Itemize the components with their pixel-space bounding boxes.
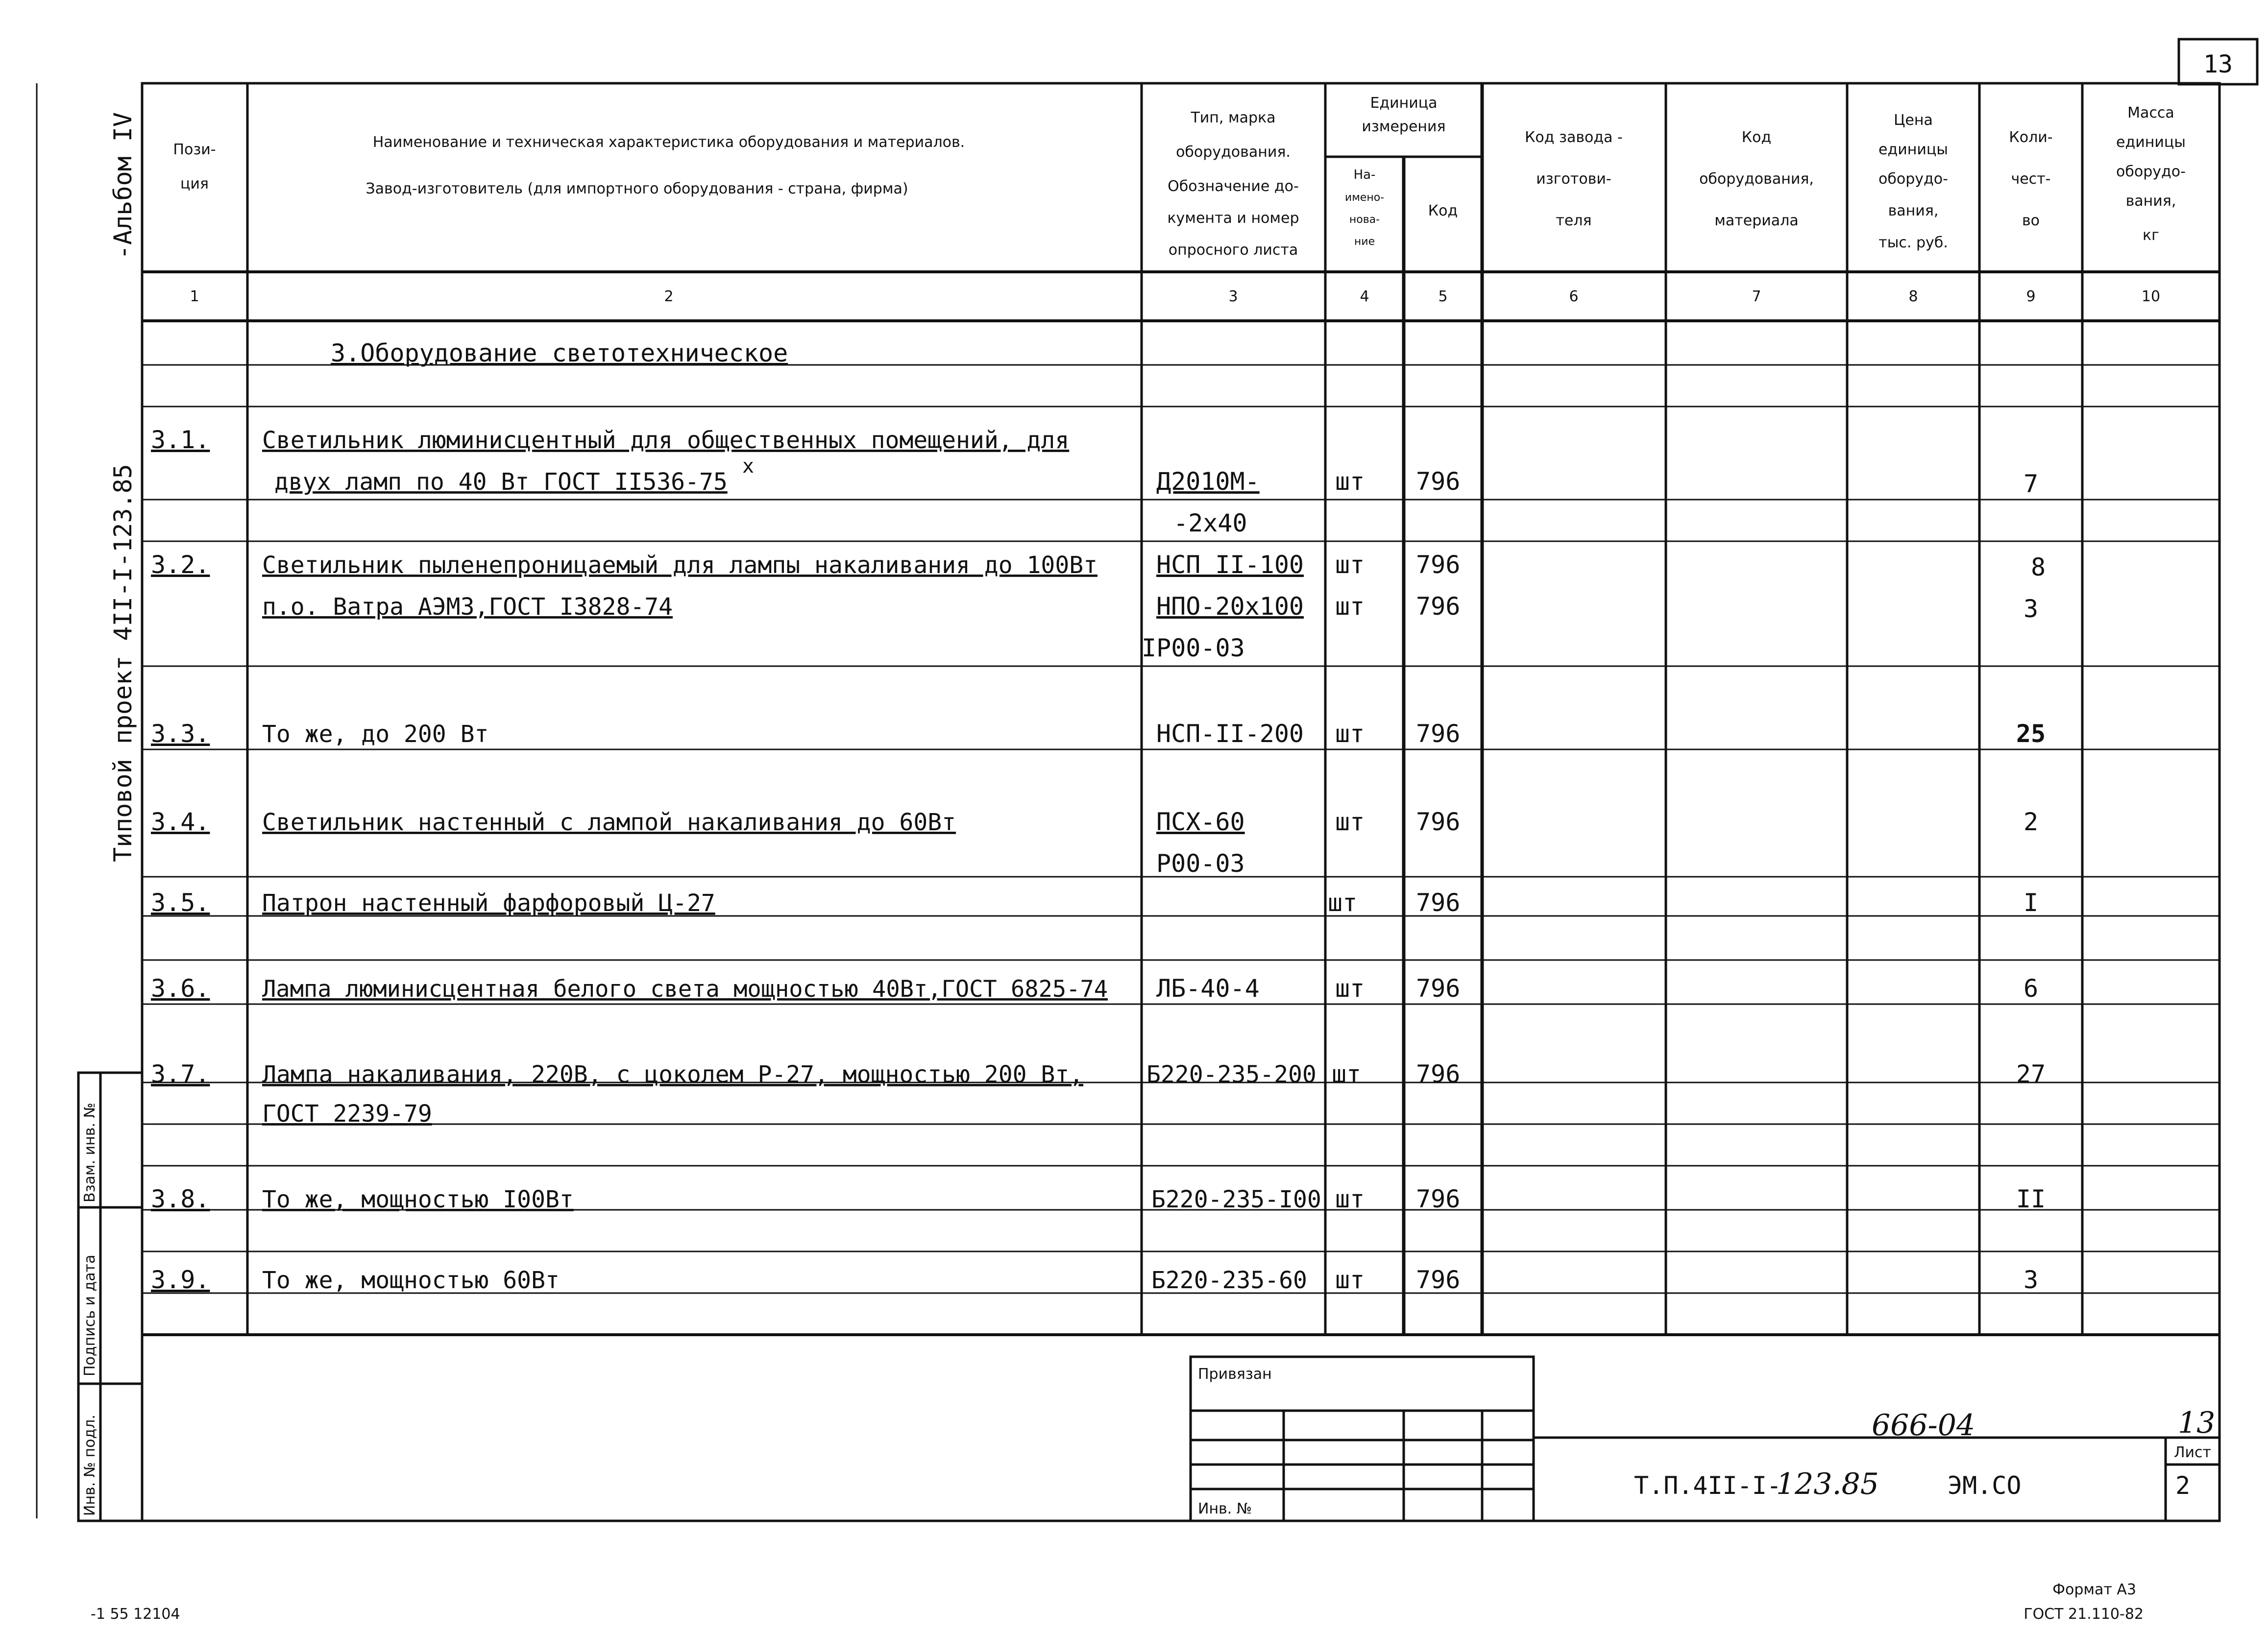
hdr-col9-l1: Коли-: [2009, 129, 2053, 146]
row-type: НСП II-100: [1156, 551, 1304, 579]
hdr-col8-l3: оборудо-: [1878, 170, 1948, 188]
row-pos: 3.4.: [151, 808, 210, 836]
doc-mark: ЭМ.СО: [1948, 1471, 2022, 1500]
colnum-3: 3: [1228, 288, 1238, 305]
row-pos: 3.9.: [151, 1266, 210, 1294]
row-qty: 8: [2030, 553, 2046, 581]
hdr-col1-l1: Пози-: [173, 141, 216, 158]
row-type: НПО-20x100: [1156, 592, 1304, 621]
row-unit: шт: [1335, 1185, 1365, 1213]
top-sheet-number: 13: [2203, 50, 2233, 78]
hdr-col8-l5: тыс. руб.: [1878, 234, 1948, 251]
hdr-col4-l1: На-: [1353, 168, 1376, 182]
row-code: 796: [1416, 467, 1461, 496]
row-unit: шт: [1335, 467, 1365, 496]
row-qty: II: [2016, 1185, 2046, 1213]
hdr-col10-l1: Масса: [2127, 104, 2174, 121]
hdr-col9-l3: во: [2022, 212, 2040, 229]
privyazan-label: Привязан: [1198, 1366, 1272, 1383]
section-title: 3.Оборудование светотехническое: [331, 339, 788, 367]
table-header: [173, 95, 2186, 305]
stamp-inv: Инв. № подл.: [81, 1415, 98, 1516]
row-type: Б220-235-200: [1146, 1061, 1317, 1088]
row-code: 796: [1416, 1060, 1461, 1088]
project-label: Типовой проект 4II-I-123.85: [109, 464, 137, 862]
sheet-value: 2: [2175, 1471, 2191, 1500]
hdr-col4-l4: ние: [1354, 236, 1375, 248]
hdr-col6-l2: изготови-: [1536, 170, 1611, 188]
inv-label: Инв. №: [1198, 1500, 1252, 1517]
row-qty: 25: [2016, 720, 2046, 748]
hdr-unit-l1: Единица: [1370, 95, 1438, 112]
row-pos: 3.1.: [151, 426, 210, 454]
row-pos: 3.6.: [151, 974, 210, 1003]
row-qty: 27: [2016, 1060, 2046, 1088]
hdr-col3-l5: опросного листа: [1168, 241, 1298, 259]
row-type: Б220-235-I00: [1151, 1186, 1321, 1213]
hdr-col10-l4: вания,: [2125, 192, 2176, 210]
hdr-col10-l3: оборудо-: [2116, 163, 2186, 180]
row-unit: шт: [1328, 889, 1358, 917]
hdr-col4-l3: нова-: [1349, 214, 1380, 226]
colnum-4: 4: [1360, 288, 1369, 305]
sheet-handwritten: 13: [2178, 1406, 2216, 1440]
row-name: двух ламп по 40 Вт ГОСТ II536-75: [274, 468, 728, 496]
hdr-col8-l4: вания,: [1888, 202, 1939, 219]
row-code: 796: [1416, 551, 1461, 579]
row-type: Р00-03: [1156, 849, 1245, 878]
row-pos: 3.5.: [151, 889, 210, 917]
row-name: Светильник настенный с лампой накаливания до 60Вт: [262, 809, 956, 836]
gost-label: ГОСТ 21.110-82: [2024, 1606, 2144, 1623]
row-name: Патрон настенный фарфоровый Ц-27: [262, 889, 715, 917]
row-qty: 2: [2023, 808, 2039, 836]
hdr-col6-l3: теля: [1556, 212, 1592, 229]
hdr-col7-l1: Код: [1741, 129, 1772, 146]
row-name: Лампа люминисцентная белого света мощностью 40Вт,ГОСТ 6825-74: [262, 976, 1108, 1003]
doc-code-handwritten: 123.85: [1776, 1467, 1879, 1501]
hdr-col7-l3: материала: [1714, 212, 1799, 229]
row-code: 796: [1416, 720, 1461, 748]
row-code: 796: [1416, 592, 1461, 621]
row-type: IP00-03: [1142, 634, 1245, 662]
format-label: Формат А3: [2052, 1581, 2136, 1598]
row-code: 796: [1416, 889, 1461, 917]
row-name: Светильник пыленепроницаемый для лампы накаливания до 100Вт: [262, 552, 1098, 579]
row-name: То же, мощностью 60Вт: [262, 1267, 560, 1294]
hdr-col9-l2: чест-: [2011, 170, 2051, 188]
row-unit: шт: [1335, 1266, 1365, 1294]
row-qty: 6: [2023, 974, 2039, 1003]
row-unit: шт: [1335, 592, 1365, 621]
hdr-col10-l5: кг: [2143, 227, 2159, 244]
row-qty: 3: [2023, 1266, 2039, 1294]
hdr-col2-l1: Наименование и техническая характеристика оборудования и материалов.: [372, 134, 965, 151]
row-name: п.о. Ватра АЭМЗ,ГОСТ I3828-74: [262, 593, 673, 621]
row-unit: шт: [1335, 808, 1365, 836]
colnum-2: 2: [664, 288, 674, 305]
hdr-col1-l2: ция: [180, 175, 209, 192]
row-pos: 3.2.: [151, 551, 210, 579]
stamp-podpis: Подпись и дата: [81, 1254, 98, 1376]
row-unit: шт: [1335, 551, 1365, 579]
row-type: ЛБ-40-4: [1156, 974, 1260, 1003]
row-code: 796: [1416, 1185, 1461, 1213]
row-type: Б220-235-60: [1151, 1267, 1307, 1294]
row-name: То же, мощностью I00Вт: [262, 1186, 574, 1213]
row-unit: шт: [1332, 1060, 1362, 1088]
colnum-10: 10: [2141, 288, 2161, 305]
row-type: ПСХ-60: [1156, 808, 1245, 836]
sheet-label: Лист: [2173, 1444, 2212, 1461]
colnum-7: 7: [1752, 288, 1761, 305]
row-name: То же, до 200 Вт: [262, 721, 489, 748]
row-pos: 3.3.: [151, 720, 210, 748]
row-type: Д2010М-: [1156, 467, 1260, 496]
hdr-col3-l3: Обозначение до-: [1168, 178, 1299, 195]
hdr-unit-l2: измерения: [1362, 118, 1446, 135]
row-code: 796: [1416, 808, 1461, 836]
row-pos: 3.7.: [151, 1060, 210, 1088]
row-name: Светильник люминисцентный для общественных помещений, для: [262, 427, 1070, 454]
stamp-vzam: Взам. инв. №: [81, 1103, 98, 1202]
hdr-col5: Код: [1428, 202, 1458, 219]
row-qty: 3: [2023, 595, 2039, 623]
row-name: ГОСТ 2239-79: [262, 1100, 432, 1128]
hdr-col3-l2: оборудования.: [1176, 144, 1291, 161]
colnum-5: 5: [1438, 288, 1448, 305]
row-type: НСП-II-200: [1156, 720, 1304, 748]
hdr-col2-l2: Завод-изготовитель (для импортного оборудования - страна, фирма): [366, 180, 908, 197]
colnum-9: 9: [2026, 288, 2036, 305]
hdr-col3-l1: Тип, марка: [1191, 109, 1276, 126]
row-qty: I: [2023, 889, 2039, 917]
hdr-col8-l2: единицы: [1878, 141, 1948, 158]
sheet-frame: [142, 83, 2219, 1521]
archive-number: -1 55 12104: [91, 1606, 180, 1623]
row-code: 796: [1416, 1266, 1461, 1294]
colnum-8: 8: [1908, 288, 1918, 305]
hdr-col10-l2: единицы: [2116, 134, 2186, 151]
colnum-6: 6: [1569, 288, 1579, 305]
row-code: 796: [1416, 974, 1461, 1003]
row-name-superscript: x: [742, 455, 755, 478]
row-unit: шт: [1335, 720, 1365, 748]
row-type: -2x40: [1173, 509, 1247, 537]
hdr-col6-l1: Код завода -: [1525, 129, 1623, 146]
handwritten-number: 666-04: [1872, 1408, 1975, 1442]
hdr-col7-l2: оборудования,: [1699, 170, 1814, 188]
hdr-col8-l1: Цена: [1894, 112, 1933, 129]
album-label: -Альбом IV: [109, 112, 137, 260]
colnum-1: 1: [190, 288, 199, 305]
row-qty: 7: [2023, 470, 2039, 498]
row-pos: 3.8.: [151, 1185, 210, 1213]
doc-code-prefix: Т.П.4II-I-: [1634, 1471, 1782, 1500]
table-body: [151, 339, 2046, 1294]
hdr-col4-l2: имено-: [1344, 192, 1385, 204]
hdr-col3-l4: кумента и номер: [1167, 210, 1299, 227]
row-unit: шт: [1335, 974, 1365, 1003]
row-name: Лампа накаливания, 220В, с цоколем Р-27, мощностью 200 Вт,: [262, 1061, 1084, 1088]
